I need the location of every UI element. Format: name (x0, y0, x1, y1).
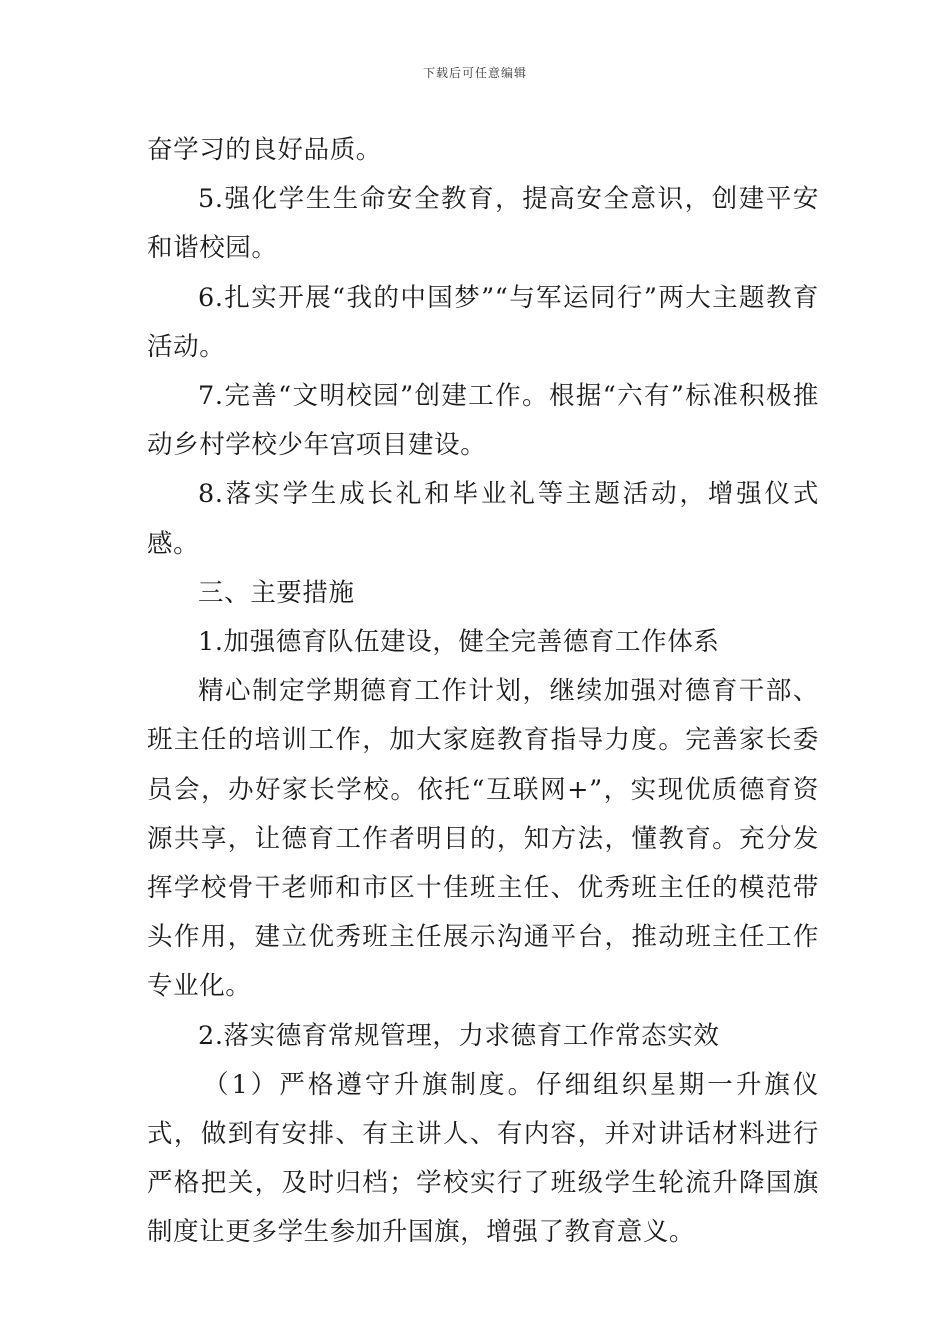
section-heading: 三、主要措施 (198, 577, 355, 608)
subheading-1: 1.加强德育队伍建设，健全完善德育工作体系 (198, 627, 720, 658)
subheading-2: 2.落实德育常规管理，力求德育工作常态实效 (198, 1020, 720, 1051)
paragraph-body-2: （1）严格遵守升旗制度。仔细组织星期一升旗仪式，做到有安排、有主讲人、有内容，并对讲话材料进行严格把关，及时归档；学校实行了班级学生轮流升降国旗制度让更多学生参加升国旗，增强了教育意义。 (147, 1069, 819, 1248)
paragraph-item-6: 6.扎实开展“我的中国梦”“与军运同行”两大主题教育活动。 (147, 282, 819, 362)
paragraph-body-1: 精心制定学期德育工作计划，继续加强对德育干部、班主任的培训工作，加大家庭教育指导力度。完善家长委员会，办好家长学校。依托“互联网+”，实现优质德育资源共享，让德育工作者明目的，知方法，懂教育。充分发挥学校骨干老师和市区十佳班主任、优秀班主任的模范带头作用，建立优秀班主任展示沟通平台，推动班主任工作专业化。 (147, 676, 819, 1002)
page-header: 下载后可任意编辑 (422, 66, 527, 80)
paragraph-item-5: 5.强化学生生命安全教育，提高安全意识，创建平安和谐校园。 (147, 184, 819, 264)
document-body (147, 126, 819, 1258)
paragraph-continuation: 奋学习的良好品质。 (147, 135, 382, 165)
paragraph-item-7: 7.完善“文明校园”创建工作。根据“六有”标准积极推动乡村学校少年宫项目建设。 (147, 381, 819, 461)
paragraph-item-8: 8.落实学生成长礼和毕业礼等主题活动，增强仪式感。 (147, 479, 819, 559)
